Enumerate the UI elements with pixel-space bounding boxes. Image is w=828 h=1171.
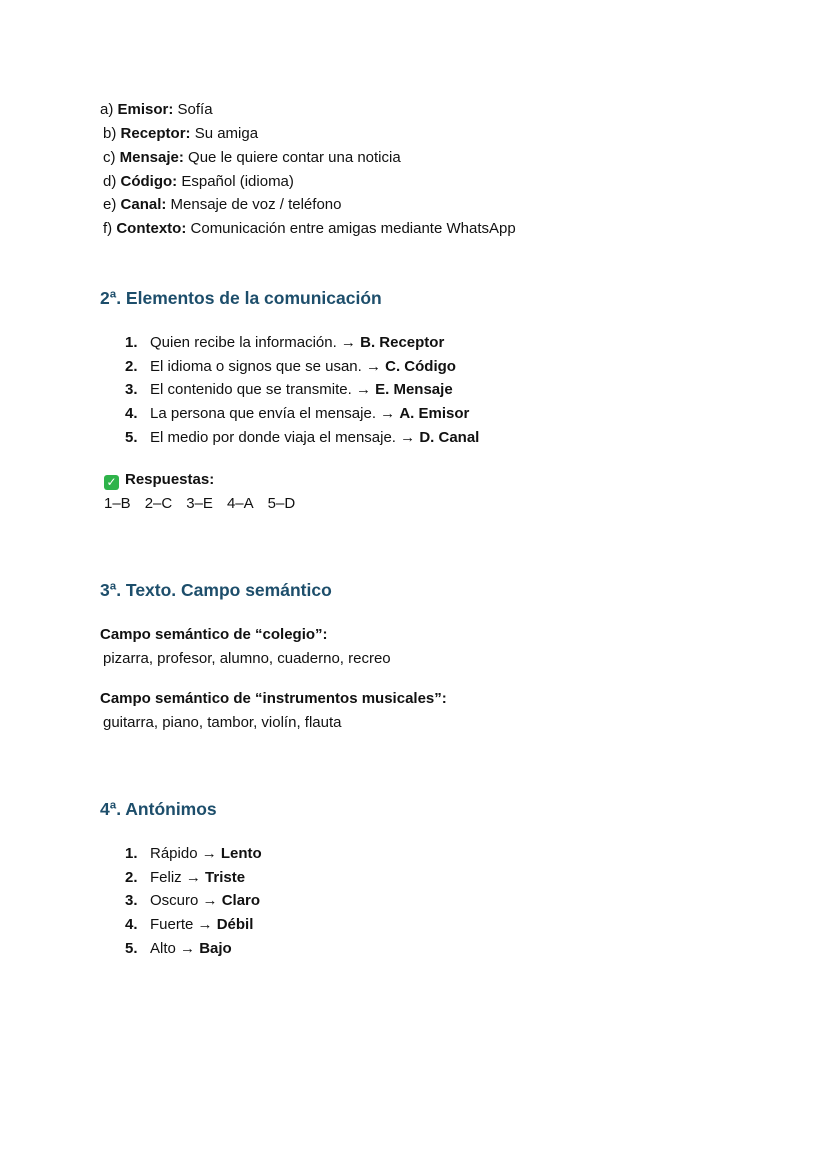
list-number: 1. xyxy=(125,845,138,862)
field-label: Campo semántico de “colegio”: xyxy=(100,626,328,643)
term-label: Receptor: xyxy=(120,125,191,142)
list-number: 1. xyxy=(125,334,138,351)
list-item: El idioma o signos que se usan. → C. Código xyxy=(150,358,456,375)
section-heading: 3ª. Texto. Campo semántico xyxy=(100,580,332,600)
field-label: Campo semántico de “instrumentos musicales”: xyxy=(100,690,447,707)
list-item: d) Código: Español (idioma) xyxy=(103,173,294,190)
term-label: Emisor: xyxy=(117,101,174,118)
list-number: 5. xyxy=(125,429,138,446)
list-number: 3. xyxy=(125,892,138,909)
check-icon: ✓ xyxy=(104,475,119,490)
list-item: Feliz → Triste xyxy=(150,869,246,886)
list-item: a) Emisor: Sofía xyxy=(100,101,213,118)
section-heading: 4ª. Antónimos xyxy=(100,799,217,819)
section-heading: 2ª. Elementos de la comunicación xyxy=(100,288,382,308)
list-item: b) Receptor: Su amiga xyxy=(103,125,259,142)
term-label: Contexto: xyxy=(116,220,187,237)
list-item: Rápido → Lento xyxy=(150,845,262,862)
list-item: e) Canal: Mensaje de voz / teléfono xyxy=(103,196,342,213)
list-item: c) Mensaje: Que le quiere contar una noticia xyxy=(103,149,401,166)
list-number: 5. xyxy=(125,940,138,957)
field-words: pizarra, profesor, alumno, cuaderno, recreo xyxy=(103,650,391,667)
list-item: El medio por donde viaja el mensaje. → D. Canal xyxy=(150,429,480,446)
answers-heading: ✓ Respuestas: xyxy=(104,470,214,490)
term-label: Código: xyxy=(120,173,178,190)
list-item: La persona que envía el mensaje. → A. Emisor xyxy=(150,405,470,422)
list-number: 4. xyxy=(125,916,138,933)
list-number: 3. xyxy=(125,381,138,398)
list-item: Alto → Bajo xyxy=(150,940,232,957)
list-item: f) Contexto: Comunicación entre amigas mediante WhatsApp xyxy=(103,220,516,237)
list-item: Oscuro → Claro xyxy=(150,892,261,909)
list-number: 2. xyxy=(125,869,138,886)
term-label: Canal: xyxy=(120,196,167,213)
list-number: 4. xyxy=(125,405,138,422)
term-label: Mensaje: xyxy=(119,149,184,166)
list-item: El contenido que se transmite. → E. Mensaje xyxy=(150,381,453,398)
answers-line: 1–B 2–C 3–E 4–A 5–D xyxy=(104,495,296,512)
field-words: guitarra, piano, tambor, violín, flauta xyxy=(103,714,342,731)
list-item: Fuerte → Débil xyxy=(150,916,254,933)
list-number: 2. xyxy=(125,358,138,375)
list-item: Quien recibe la información. → B. Receptor xyxy=(150,334,445,351)
